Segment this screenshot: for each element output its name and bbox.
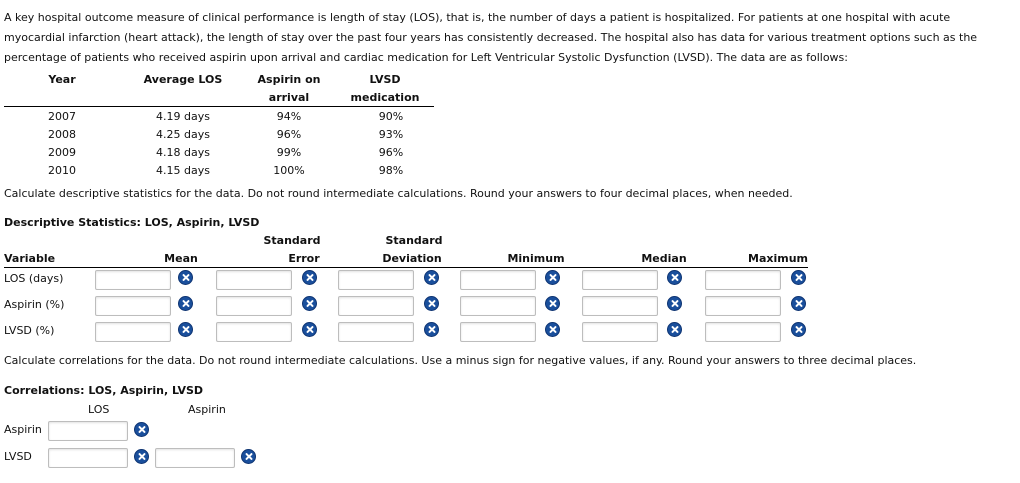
col-header-aspirin-line2: arrival xyxy=(268,91,310,104)
incorrect-icon xyxy=(302,322,317,337)
incorrect-icon xyxy=(424,270,439,285)
lvsd-sd-input[interactable] xyxy=(338,322,414,342)
col-header-year: Year xyxy=(48,73,76,86)
incorrect-icon xyxy=(241,449,256,464)
aspirin-max-input[interactable] xyxy=(705,296,781,316)
corr-header-los: LOS xyxy=(88,403,110,416)
corr-row-label-aspirin: Aspirin xyxy=(4,423,42,436)
incorrect-icon xyxy=(791,296,806,311)
incorrect-icon xyxy=(667,322,682,337)
incorrect-icon xyxy=(545,296,560,311)
table-cell: 94% xyxy=(276,110,302,123)
lvsd-se-input[interactable] xyxy=(216,322,292,342)
descriptive-title: Descriptive Statistics: LOS, Aspirin, LVSD xyxy=(4,216,260,229)
corr-lvsd-los-input[interactable] xyxy=(48,448,128,468)
table-cell: 93% xyxy=(378,128,404,141)
incorrect-icon xyxy=(667,270,682,285)
header-se-bottom: Error xyxy=(288,252,320,265)
header-variable: Variable xyxy=(4,252,56,265)
aspirin-sd-input[interactable] xyxy=(338,296,414,316)
incorrect-icon xyxy=(178,270,193,285)
header-sd-bottom: Deviation xyxy=(382,252,442,265)
table-cell: 4.25 days xyxy=(156,128,210,141)
aspirin-se-input[interactable] xyxy=(216,296,292,316)
lvsd-median-input[interactable] xyxy=(582,322,658,342)
table-cell: 90% xyxy=(378,110,404,123)
corr-header-aspirin: Aspirin xyxy=(188,403,226,416)
table-cell: 2007 xyxy=(48,110,76,123)
question-correlations: Calculate correlations for the data. Do not round intermediate calculations. Use a minus sign for negative values, if any. Round your answers to three decimal places. xyxy=(4,354,917,367)
los-min-input[interactable] xyxy=(460,270,536,290)
lvsd-max-input[interactable] xyxy=(705,322,781,342)
incorrect-icon xyxy=(134,422,149,437)
table-cell: 4.19 days xyxy=(156,110,210,123)
incorrect-icon xyxy=(791,270,806,285)
header-sd-top: Standard xyxy=(385,234,443,247)
los-mean-input[interactable] xyxy=(95,270,171,290)
header-se-top: Standard xyxy=(263,234,321,247)
row-label-aspirin: Aspirin (%) xyxy=(4,298,65,311)
corr-lvsd-aspirin-input[interactable] xyxy=(155,448,235,468)
table-cell: 99% xyxy=(276,146,302,159)
aspirin-min-input[interactable] xyxy=(460,296,536,316)
col-header-aspirin: Aspirin on xyxy=(257,73,321,86)
descriptive-header-rule xyxy=(4,267,808,268)
row-label-lvsd: LVSD (%) xyxy=(4,324,55,337)
incorrect-icon xyxy=(302,270,317,285)
table-cell: 96% xyxy=(378,146,404,159)
los-median-input[interactable] xyxy=(582,270,658,290)
incorrect-icon xyxy=(791,322,806,337)
table-cell: 96% xyxy=(276,128,302,141)
table-cell: 4.15 days xyxy=(156,164,210,177)
table-cell: 100% xyxy=(273,164,305,177)
corr-row-label-lvsd: LVSD xyxy=(4,450,32,463)
table-cell: 2008 xyxy=(48,128,76,141)
incorrect-icon xyxy=(302,296,317,311)
lvsd-mean-input[interactable] xyxy=(95,322,171,342)
aspirin-mean-input[interactable] xyxy=(95,296,171,316)
col-header-lvsd-line2: medication xyxy=(350,91,420,104)
incorrect-icon xyxy=(545,322,560,337)
incorrect-icon xyxy=(424,322,439,337)
table-cell: 4.18 days xyxy=(156,146,210,159)
incorrect-icon xyxy=(178,322,193,337)
lvsd-min-input[interactable] xyxy=(460,322,536,342)
row-label-los: LOS (days) xyxy=(4,272,64,285)
los-sd-input[interactable] xyxy=(338,270,414,290)
incorrect-icon xyxy=(178,296,193,311)
table-cell: 98% xyxy=(378,164,404,177)
corr-aspirin-los-input[interactable] xyxy=(48,421,128,441)
aspirin-median-input[interactable] xyxy=(582,296,658,316)
incorrect-icon xyxy=(134,449,149,464)
header-mean: Mean xyxy=(164,252,198,265)
los-se-input[interactable] xyxy=(216,270,292,290)
question-descriptive: Calculate descriptive statistics for the data. Do not round intermediate calculations. Round your answers to four decimal places, when needed. xyxy=(4,187,793,200)
incorrect-icon xyxy=(667,296,682,311)
table-cell: 2010 xyxy=(48,164,76,177)
table-header-rule xyxy=(4,106,434,107)
header-maximum: Maximum xyxy=(748,252,808,265)
col-header-lvsd: LVSD xyxy=(369,73,401,86)
header-median: Median xyxy=(641,252,687,265)
incorrect-icon xyxy=(545,270,560,285)
correlations-title: Correlations: LOS, Aspirin, LVSD xyxy=(4,384,204,397)
problem-intro: A key hospital outcome measure of clinical performance is length of stay (LOS), that is, the number of days a patient is hospitalized. For patients at one hospital with acute myocardial infarction (heart attack), the length of stay over the past four years has consistently decreased. The hospital also has data for various treatment options such as the percentage of patients who received aspirin upon arrival and cardiac medication for Left Ventricular Systolic Dysfunction (LVSD). The data are as follows: xyxy=(4,11,978,64)
col-header-average-los: Average LOS xyxy=(143,73,223,86)
header-minimum: Minimum xyxy=(507,252,565,265)
incorrect-icon xyxy=(424,296,439,311)
table-cell: 2009 xyxy=(48,146,76,159)
los-max-input[interactable] xyxy=(705,270,781,290)
